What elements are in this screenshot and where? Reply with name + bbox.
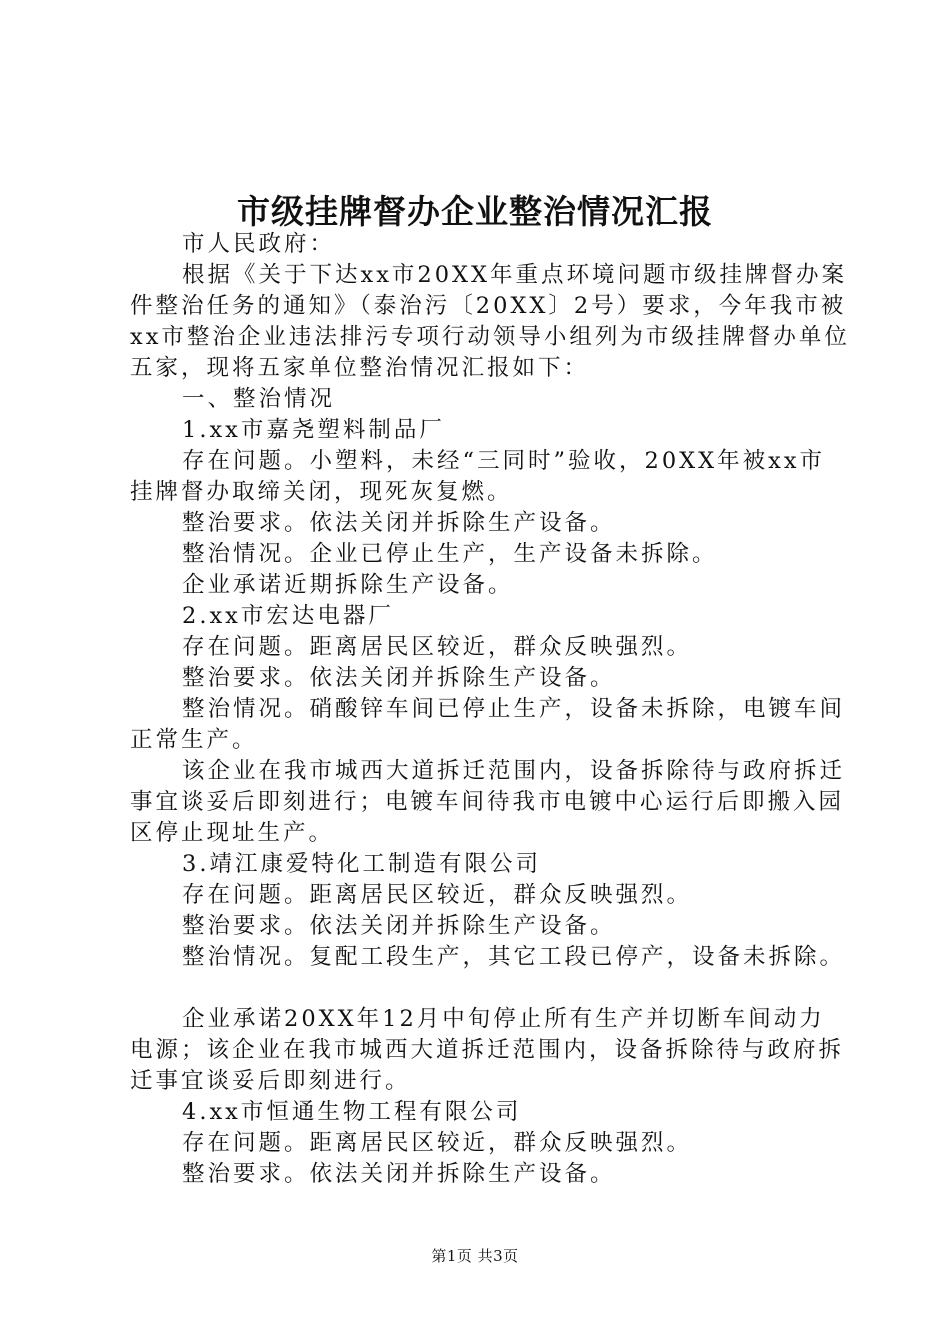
paragraph: 整治要求。依法关闭并拆除生产设备。 <box>182 510 616 536</box>
company-heading: 3.靖江康爱特化工制造有限公司 <box>182 851 541 877</box>
section-heading: 一、整治情况 <box>182 386 336 412</box>
paragraph: 企业承诺近期拆除生产设备。 <box>182 572 514 598</box>
paragraph: 整治要求。依法关闭并拆除生产设备。 <box>182 665 616 691</box>
document-title: 市级挂牌督办企业整治情况汇报 <box>237 192 713 231</box>
paragraph: 存在问题。距离居民区较近，群众反映强烈。 <box>182 1130 693 1156</box>
paragraph: 整治情况。企业已停止生产，生产设备未拆除。 <box>182 541 718 567</box>
paragraph: 整治要求。依法关闭并拆除生产设备。 <box>182 1161 616 1187</box>
paragraph: 整治情况。硝酸锌车间已停止生产，设备未拆除，电镀车间正常生产。 <box>130 696 846 753</box>
paragraph: 整治情况。复配工段生产，其它工段已停产，设备未拆除。 <box>182 944 846 970</box>
page-number: 第1页 共3页 <box>431 1247 519 1265</box>
company-heading: 1.xx市嘉尧塑料制品厂 <box>182 417 445 443</box>
paragraph: 存在问题。距离居民区较近，群众反映强烈。 <box>182 882 693 908</box>
salutation: 市人民政府： <box>182 231 336 257</box>
paragraph-intro: 根据《关于下达xx市20XX年重点环境问题市级挂牌督办案件整治任务的通知》（泰治污〔20XX〕2号）要求，今年我市被xx市整治企业违法排污专项行动领导小组列为市级挂牌督办单位五家，现将五家单位整治情况汇报如下： <box>130 262 850 381</box>
paragraph: 存在问题。距离居民区较近，群众反映强烈。 <box>182 634 693 660</box>
paragraph: 该企业在我市城西大道拆迁范围内，设备拆除待与政府拆迁事宜谈妥后即刻进行；电镀车间待我市电镀中心运行后即搬入园区停止现址生产。 <box>130 758 846 846</box>
document-body <box>130 229 850 1190</box>
paragraph: 整治要求。依法关闭并拆除生产设备。 <box>182 913 616 939</box>
company-heading: 4.xx市恒通生物工程有限公司 <box>182 1099 522 1125</box>
paragraph: 存在问题。小塑料，未经“三同时”验收，20XX年被xx市挂牌督办取缔关闭，现死灰复燃。 <box>130 448 826 505</box>
company-heading: 2.xx市宏达电器厂 <box>182 603 394 629</box>
paragraph: 企业承诺20XX年12月中旬停止所有生产并切断车间动力电源；该企业在我市城西大道拆迁范围内，设备拆除待与政府拆迁事宜谈妥后即刻进行。 <box>130 1006 845 1094</box>
